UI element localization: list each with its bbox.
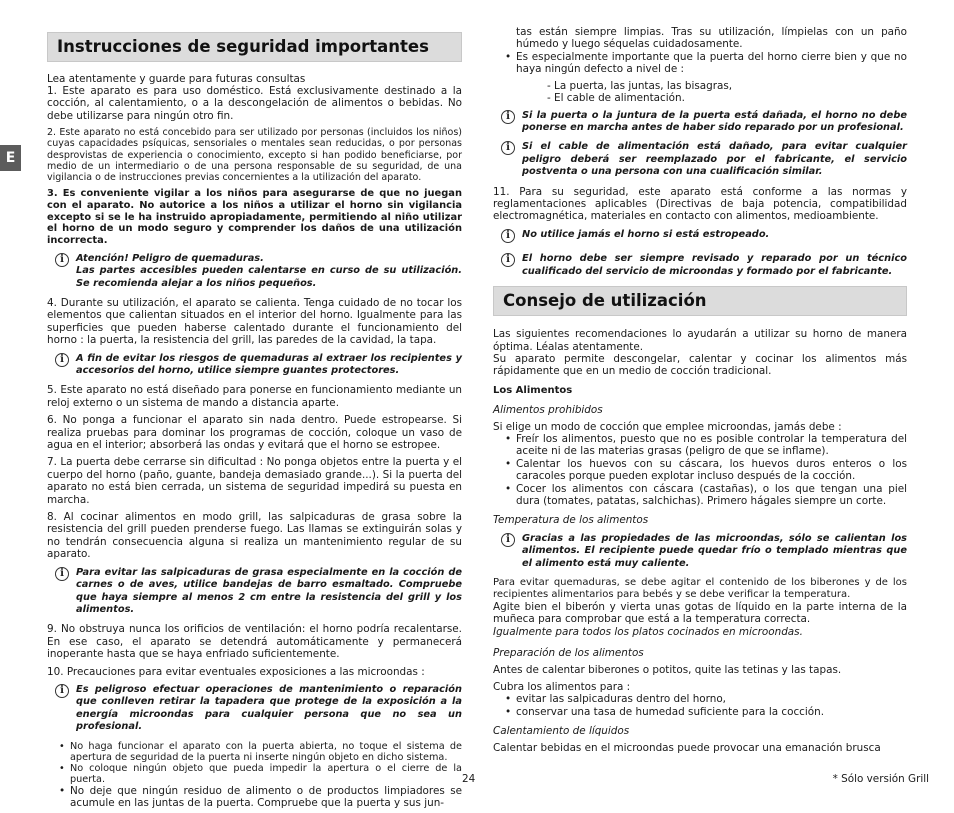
page-number: 24 <box>462 773 476 785</box>
list-item: • No haga funcionar el aparato con la puerta abierta, no toque el sistema de apertura de seguridad de la puerta ni inserte ningún objeto en dicho sistema. <box>47 741 462 763</box>
safety-heading-bar <box>47 32 462 62</box>
info-icon: i <box>501 229 515 243</box>
paragraph-2: 2. Este aparato no está concebido para ser utilizado por personas (incluidos los niños) cuyas capacidades psíquicas, sensoriales o mentales sean reducidas, o por personas desprovistas de experiencia o conocimiento, excepto si han podido beneficiarse, por medio de un intermediario o de una persona responsable de su seguridad, de una vigilancia o de instrucciones previas concernientes a la utilización del aparato. <box>47 127 462 184</box>
foods-heading: Los Alimentos <box>493 384 573 396</box>
language-tab: E <box>0 145 21 171</box>
preparation-text: Antes de calentar biberones o potitos, quite las tetinas y las tapas. <box>493 663 842 676</box>
warning-note-broken <box>493 229 907 241</box>
note-text: No utilice jamás el horno si está estropeado. <box>522 228 770 240</box>
preparation-heading: Preparación de los alimentos <box>493 647 644 660</box>
warning-note-gloves <box>47 353 462 378</box>
door-check-list <box>493 51 907 76</box>
note-text: Es peligroso efectuar operaciones de mantenimiento o reparación que conlleven retirar la tapadera que protege de la exposición a la energía microondas para cualquier persona que no sea un profesional. <box>76 683 462 733</box>
list-item: • Es especialmente importante que la puerta del horno cierre bien y que no haya ningún defecto a nivel de : <box>493 51 907 76</box>
safety-heading: Instrucciones de seguridad importantes <box>57 37 429 56</box>
forbidden-foods-heading: Alimentos prohibidos <box>493 404 603 417</box>
note-text: El horno debe ser siempre revisado y reparado por un técnico cualificado del servicio de microondas y formado por el fabricante. <box>522 253 907 277</box>
footnote: * Sólo versión Grill <box>832 773 929 785</box>
info-icon: i <box>501 110 515 124</box>
cover-list <box>493 693 907 718</box>
warning-note-burns <box>47 253 462 290</box>
info-icon: i <box>501 253 515 267</box>
note-title: Atención! Peligro de quemaduras. <box>76 252 264 264</box>
sublist-item: - La puerta, las juntas, las bisagras, <box>547 79 733 92</box>
note-text: Si el cable de alimentación está dañado, para evitar cualquier peligro deberá ser reemplazado por el fabricante, el servicio postventa o una persona con una cualificación similar. <box>522 141 907 178</box>
paragraph-7: 7. La puerta debe cerrarse sin dificultad : No ponga objetos entre la puerta y el cuerpo del horno (paño, guante, bandeja demasiado grande...). Si la puerta del aparato no está bien cerrada, un sistema de seguridad impedirá su puesta en marcha. <box>47 456 462 506</box>
warning-note-grease <box>47 567 462 617</box>
usage-heading: Consejo de utilización <box>503 291 707 311</box>
warning-note-maintenance <box>47 684 462 734</box>
warning-note-cable-damaged <box>493 141 907 178</box>
paragraph-5: 5. Este aparato no está diseñado para ponerse en funcionamiento mediante un reloj externo o un sistema de mando a distancia aparte. <box>47 384 462 409</box>
list-item: • conservar una tasa de humedad suficiente para la cocción. <box>493 706 907 718</box>
intro-line: Lea atentamente y guarde para futuras consultas <box>47 73 306 85</box>
left-column <box>47 26 462 813</box>
list-item: • No coloque ningún objeto que pueda impedir la apertura o el cierre de la puerta. <box>47 763 462 785</box>
door-bullet-list <box>47 741 462 810</box>
paragraph-4: 4. Durante su utilización, el aparato se calienta. Tenga cuidado de no tocar los elementos que calientan situados en el interior del horno. Igualmente para las superficies que pueden haberse calentado durante el funcionamiento del horno : la puerta, la resistencia del grill, las paredes de la cavidad, la tapa. <box>47 296 462 347</box>
usage-intro-2: Su aparato permite descongelar, calentar y cocinar los alimentos más rápidamente que en un medio de cocción tradicional. <box>493 352 907 378</box>
note-text: Gracias a las propiedades de las microondas, sólo se calientan los alimentos. El recipiente puede quedar frío o templado mientras que el alimento está muy caliente. <box>522 532 907 569</box>
forbidden-intro: Si elige un modo de cocción que emplee microondas, jamás debe : <box>493 420 842 433</box>
info-icon: i <box>55 567 69 581</box>
list-item: • evitar las salpicaduras dentro del horno, <box>493 693 907 705</box>
info-icon: i <box>501 533 515 547</box>
info-icon: i <box>55 253 69 267</box>
note-text: Para evitar las salpicaduras de grasa especialmente en la cocción de carnes o de aves, utilice bandejas de barro esmaltado. Compruebe que haya siempre al menos 2 cm entre la resistencia del grill y los alimentos. <box>76 566 462 615</box>
temperature-text-2: Agite bien el biberón y vierta unas gotas de líquido en la parte interna de la muñeca para comprobar que está a la temperatura correcta. <box>493 601 907 626</box>
note-text: A fin de evitar los riesgos de quemaduras al extraer los recipientes y accesorios del horno, utilice siempre guantes protectores. <box>76 352 462 376</box>
liquids-heading: Calentamiento de líquidos <box>493 725 630 738</box>
warning-note-technician <box>493 253 907 278</box>
continued-text: tas están siempre limpias. Tras su utilización, límpielas con un paño húmedo y luego séquelas cuidadosamente. <box>516 26 907 51</box>
list-item: • No deje que ningún residuo de alimento o de productos limpiadores se acumule en las juntas de la puerta. Compruebe que la puerta y sus jun- <box>47 785 462 809</box>
temperature-heading: Temperatura de los alimentos <box>493 514 649 527</box>
forbidden-list <box>493 433 907 507</box>
list-item: • Calentar los huevos con su cáscara, los huevos duros enteros o los caracoles porque pueden explotar incluso después de la cocción. <box>493 458 907 483</box>
liquids-text: Calentar bebidas en el microondas puede provocar una emanación brusca <box>493 741 881 754</box>
paragraph-8: 8. Al cocinar alimentos en modo grill, las salpicaduras de grasa sobre la resistencia del grill pueden prenderse fuego. Las llamas se extinguirán solas y no tendrán consecuencia alguna si realiza un mantenimiento regular de su aparato. <box>47 511 462 561</box>
note-text: Las partes accesibles pueden calentarse en curso de su utilización. Se recomienda alejar a los niños pequeños. <box>76 265 462 289</box>
temperature-italic: Igualmente para todos los platos cocinados en microondas. <box>493 625 803 638</box>
paragraph-11: 11. Para su seguridad, este aparato está conforme a las normas y reglamentaciones aplicables (Directivas de baja potencia, compatibilidad electromagnética, materiales en contacto con alimentos, medioambiente. <box>493 185 907 223</box>
sublist-item: - El cable de alimentación. <box>547 91 685 104</box>
right-column <box>493 26 907 754</box>
door-parts-sublist <box>493 80 907 104</box>
info-icon: i <box>55 684 69 698</box>
note-text: Si la puerta o la juntura de la puerta está dañada, el horno no debe ponerse en marcha antes de haber sido reparado por un profesional. <box>522 109 907 134</box>
usage-heading-bar <box>493 286 907 316</box>
info-note-microwave <box>493 533 907 570</box>
info-icon: i <box>55 353 69 367</box>
info-icon: i <box>501 141 515 155</box>
cover-intro: Cubra los alimentos para : <box>493 681 631 694</box>
list-item: • Freír los alimentos, puesto que no es posible controlar la temperatura del aceite ni de las materias grasas (peligro de que se inflame). <box>493 433 907 458</box>
paragraph-1: 1. Este aparato es para uso doméstico. Está exclusivamente destinado a la cocción, al calentamiento, o a la descongelación de alimentos o bebidas. No debe utilizarse para ningún otro fin. <box>47 85 462 122</box>
temperature-text: Para evitar quemaduras, se debe agitar el contenido de los biberones y de los recipientes alimentarios para bebés y se debe verificar la temperatura. <box>493 577 907 600</box>
paragraph-9: 9. No obstruya nunca los orificios de ventilación: el horno podría recalentarse. En ese caso, el aparato se detendrá automáticamente y permanecerá inoperante hasta que se haya enfriado suficientemente. <box>47 623 462 661</box>
usage-intro: Las siguientes recomendaciones lo ayudarán a utilizar su horno de manera óptima. Léalas atentamente. <box>493 328 907 353</box>
list-item: • Cocer los alimentos con cáscara (castañas), o los que tengan una piel dura (tomates, patatas, salchichas). Primero hágales siempre un corte. <box>493 483 907 508</box>
warning-note-door-damaged <box>493 110 907 135</box>
paragraph-3: 3. Es conveniente vigilar a los niños para asegurarse de que no juegan con el aparato. No autorice a los niños a utilizar el horno sin vigilancia excepto si se le ha instruido apropiadamente, permitiendo al niño utilizar el horno de un modo seguro y comprender los daños de una utilización incorrecta. <box>47 188 462 247</box>
paragraph-6: 6. No ponga a funcionar el aparato sin nada dentro. Puede estropearse. Si realiza pruebas para dominar los programas de cocción, coloque un vaso de agua en el interior; absorberá las ondas y evitará que el horno se estropee. <box>47 414 462 452</box>
paragraph-10: 10. Precauciones para evitar eventuales exposiciones a las microondas : <box>47 665 425 678</box>
